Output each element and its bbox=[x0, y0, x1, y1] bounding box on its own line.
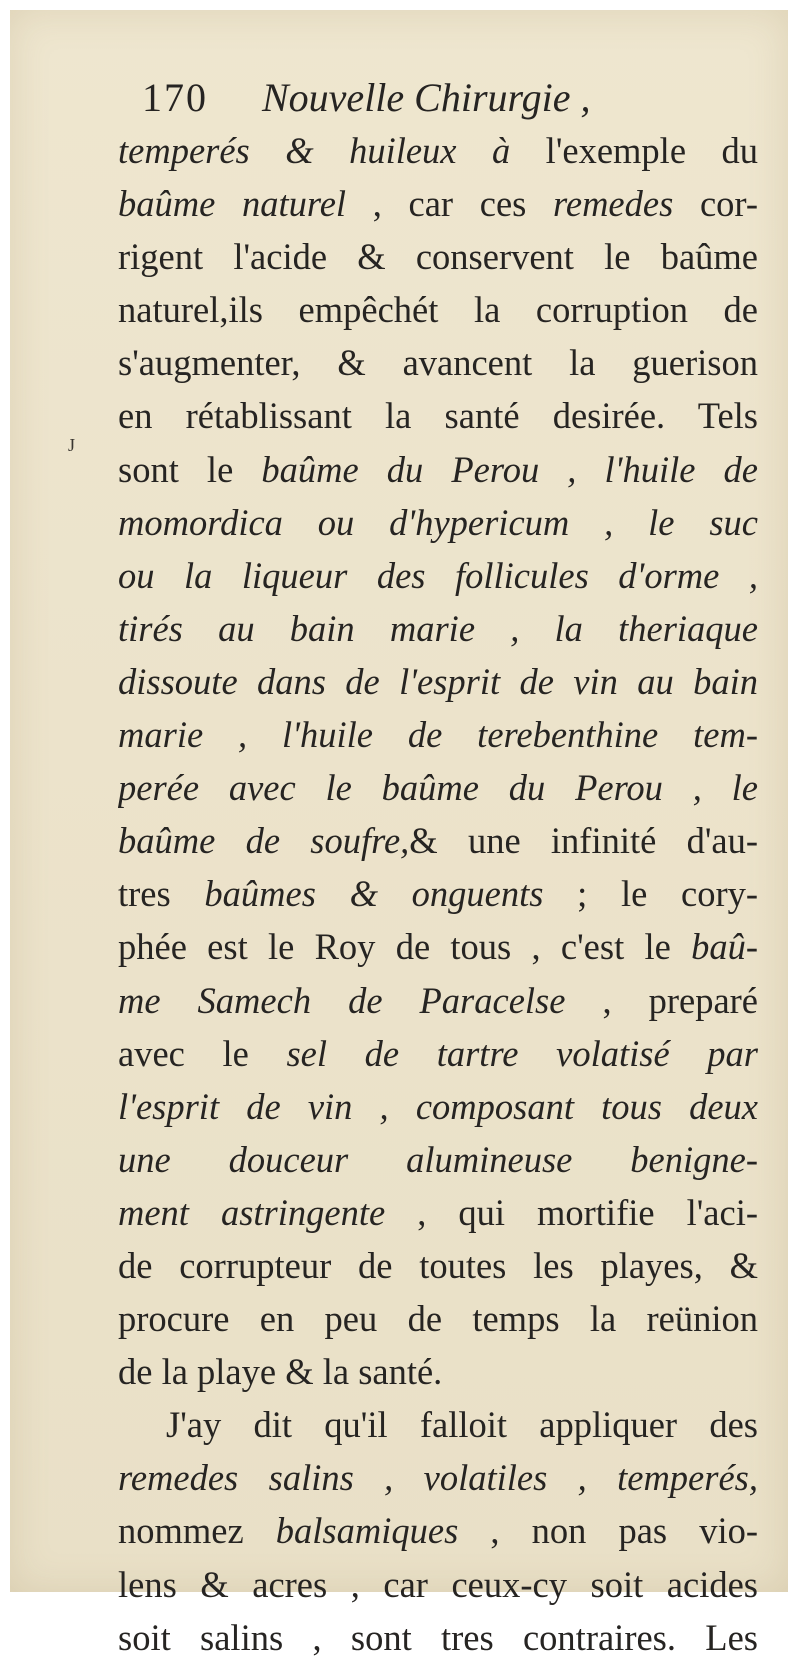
page-number: 170 bbox=[142, 75, 208, 120]
roman-text: , qui mortifie l'aci- bbox=[385, 1191, 758, 1233]
roman-text: & une infinité d'au- bbox=[409, 820, 758, 862]
text-line bbox=[118, 974, 758, 1027]
text-line bbox=[118, 389, 758, 442]
roman-text: de corrupteur de toutes les playes, & bbox=[118, 1244, 758, 1286]
roman-text: procure en peu de temps la reünion bbox=[118, 1298, 758, 1340]
roman-text: nommez bbox=[118, 1510, 276, 1552]
italic-text: momordica ou d'hypericum , le suc bbox=[118, 501, 758, 543]
roman-text: ; le cory- bbox=[543, 873, 758, 915]
text-line bbox=[118, 1133, 758, 1186]
roman-text: , preparé bbox=[565, 979, 758, 1021]
page-text-block bbox=[118, 72, 758, 1664]
italic-text: ment astringente bbox=[118, 1191, 386, 1233]
text-line bbox=[118, 1504, 758, 1557]
italic-text: remedes bbox=[553, 183, 674, 225]
text-line bbox=[118, 1186, 758, 1239]
text-line bbox=[118, 1027, 758, 1080]
italic-text: baûmes & onguents bbox=[204, 873, 544, 915]
text-line bbox=[118, 1080, 758, 1133]
roman-text: cor- bbox=[673, 183, 758, 225]
roman-text: s'augmenter, & avancent la guerison bbox=[118, 342, 758, 384]
text-line bbox=[118, 602, 758, 655]
italic-text: marie , l'huile de terebenthine tem- bbox=[118, 714, 758, 756]
margin-mark: J bbox=[68, 435, 76, 455]
text-line bbox=[118, 124, 758, 177]
text-line bbox=[118, 496, 758, 549]
italic-text: baûme de soufre, bbox=[118, 820, 410, 862]
roman-text: soit salins , sont tres contraires. Les bbox=[118, 1616, 758, 1658]
italic-text: baû- bbox=[691, 926, 758, 968]
italic-text: l'esprit de vin , composant tous deux bbox=[118, 1085, 758, 1127]
roman-text: avec le bbox=[118, 1032, 287, 1074]
roman-text: sont le bbox=[118, 448, 262, 490]
text-line bbox=[118, 283, 758, 336]
text-line bbox=[118, 1292, 758, 1345]
roman-text: en rétablissant la santé desirée. Tels bbox=[118, 395, 758, 437]
roman-text: , non pas vio- bbox=[458, 1510, 758, 1552]
running-title: Nouvelle Chirurgie , bbox=[262, 75, 591, 120]
page-header bbox=[142, 72, 758, 124]
roman-text: tres bbox=[118, 873, 205, 915]
italic-text: sel de tartre volatisé par bbox=[286, 1032, 758, 1074]
italic-text: baûme naturel bbox=[118, 183, 347, 225]
italic-text: perée avec le baûme du Perou , le bbox=[118, 767, 758, 809]
text-line bbox=[118, 177, 758, 230]
italic-text: remedes salins , volatiles , temperés, bbox=[118, 1457, 758, 1499]
text-line bbox=[118, 1398, 758, 1451]
text-line bbox=[118, 443, 758, 496]
text-line bbox=[118, 761, 758, 814]
text-line bbox=[118, 1611, 758, 1664]
text-line bbox=[118, 708, 758, 761]
roman-text: lens & acres , car ceux-cy soit acides bbox=[118, 1563, 758, 1605]
text-line bbox=[118, 814, 758, 867]
text-line bbox=[118, 655, 758, 708]
text-line bbox=[118, 549, 758, 602]
roman-text: , car ces bbox=[346, 183, 554, 225]
text-line bbox=[118, 867, 758, 920]
text-line bbox=[118, 1451, 758, 1504]
italic-text: balsamiques bbox=[275, 1510, 459, 1552]
italic-text: tirés au bain marie , la theriaque bbox=[118, 607, 758, 649]
text-line bbox=[118, 336, 758, 389]
italic-text: me Samech de Paracelse bbox=[118, 979, 566, 1021]
text-line bbox=[118, 1558, 758, 1611]
roman-text: l'exemple du bbox=[545, 130, 758, 171]
italic-text: ou la liqueur des follicules d'orme , bbox=[118, 554, 758, 596]
text-line bbox=[118, 1239, 758, 1292]
roman-text: J'ay dit qu'il falloit appliquer des bbox=[166, 1404, 758, 1446]
italic-text: baûme du Perou , l'huile de bbox=[261, 448, 758, 490]
italic-text: une douceur alumineuse benigne- bbox=[118, 1138, 758, 1180]
roman-text: de la playe & la santé. bbox=[118, 1351, 443, 1393]
text-line bbox=[118, 230, 758, 283]
italic-text: temperés & huileux à bbox=[118, 130, 546, 171]
roman-text: naturel,ils empêchét la corruption de bbox=[118, 289, 758, 331]
text-line bbox=[118, 1345, 758, 1398]
body-text bbox=[118, 124, 758, 1664]
italic-text: dissoute dans de l'esprit de vin au bain bbox=[118, 660, 758, 702]
text-line bbox=[118, 920, 758, 973]
roman-text: rigent l'acide & conservent le baûme bbox=[118, 236, 758, 278]
roman-text: phée est le Roy de tous , c'est le bbox=[118, 926, 692, 968]
